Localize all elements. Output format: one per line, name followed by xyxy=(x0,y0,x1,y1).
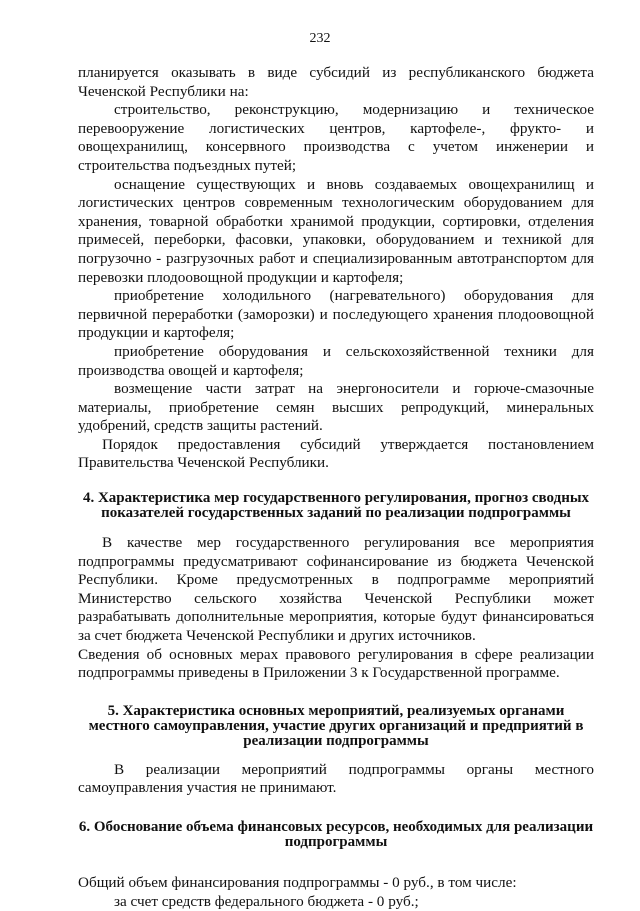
page-number: 232 xyxy=(309,31,331,46)
page-body xyxy=(78,64,594,911)
section-4-paragraph-1: В качестве мер государственного регулирования все мероприятия подпрограммы предусматривают софинансирование из бюджета Чеченской Республики. Кроме предусмотренных в подпрограмме мероприятий Министерство сельского хозяйства Чеченской Республики может разрабатывать дополнительные мероприятия, которые будут финансироваться за счет бюджета Чеченской Республики и других источников. xyxy=(78,534,594,645)
section-6-paragraph-2: за счет средств федерального бюджета - 0 руб.; xyxy=(114,892,419,910)
section-6-heading: 6. Обоснование объема финансовых ресурсов, необходимых для реализации подпрограммы xyxy=(78,819,594,850)
paragraph-refrigeration: приобретение холодильного (нагревательного) оборудования для первичной переработки (заморозки) и последующего хранения плодоовощной продукции и картофеля; xyxy=(78,287,594,342)
section-6-paragraph-1: Общий объем финансирования подпрограммы - 0 руб., в том числе: xyxy=(78,874,517,891)
section-5-heading: 5. Характеристика основных мероприятий, реализуемых органами местного самоуправления, участие других организаций и предприятий в реализации подпрограммы xyxy=(88,702,584,749)
paragraph-machinery: приобретение оборудования и сельскохозяйственной техники для производства овощей и картофеля; xyxy=(78,342,594,379)
paragraph-construction: строительство, реконструкцию, модернизацию и техническое перевооружение логистических центров, картофеле-, фрукто- и овощехранилищ, консервного производства с учетом инженерии и строительства подъездных путей; xyxy=(78,101,594,174)
section-5-paragraph-1: В реализации мероприятий подпрограммы органы местного самоуправления участия не принимают. xyxy=(78,760,594,797)
section-4-heading: 4. Характеристика мер государственного регулирования, прогноз сводных показателей государственных заданий по реализации подпрограммы xyxy=(82,490,590,522)
paragraph-equipment: оснащение существующих и вновь создаваемых овощехранилищ и логистических центров современным технологическим оборудованием для хранения, товарной обработки хранимой продукции, сортировки, отделения примесей, переборки, фасовки, упаковки, оборудованием и техникой для погрузочно - разгрузочных работ и специализированным автотранспортом для перевозки плодоовощной продукции и картофеля; xyxy=(78,175,594,286)
paragraph-compensation: возмещение части затрат на энергоносители и горюче-смазочные материалы, приобретение семян высших репродукций, минеральных удобрений, средств защиты растений. xyxy=(78,380,594,435)
paragraph-procedure: Порядок предоставления субсидий утверждается постановлением Правительства Чеченской Республики. xyxy=(78,435,594,472)
paragraph-intro: планируется оказывать в виде субсидий из республиканского бюджета Чеченской Республики на: xyxy=(78,64,594,100)
section-4-paragraph-2: Сведения об основных мерах правового регулирования в сфере реализации подпрограммы приведены в Приложении 3 к Государственной программе. xyxy=(78,645,594,682)
